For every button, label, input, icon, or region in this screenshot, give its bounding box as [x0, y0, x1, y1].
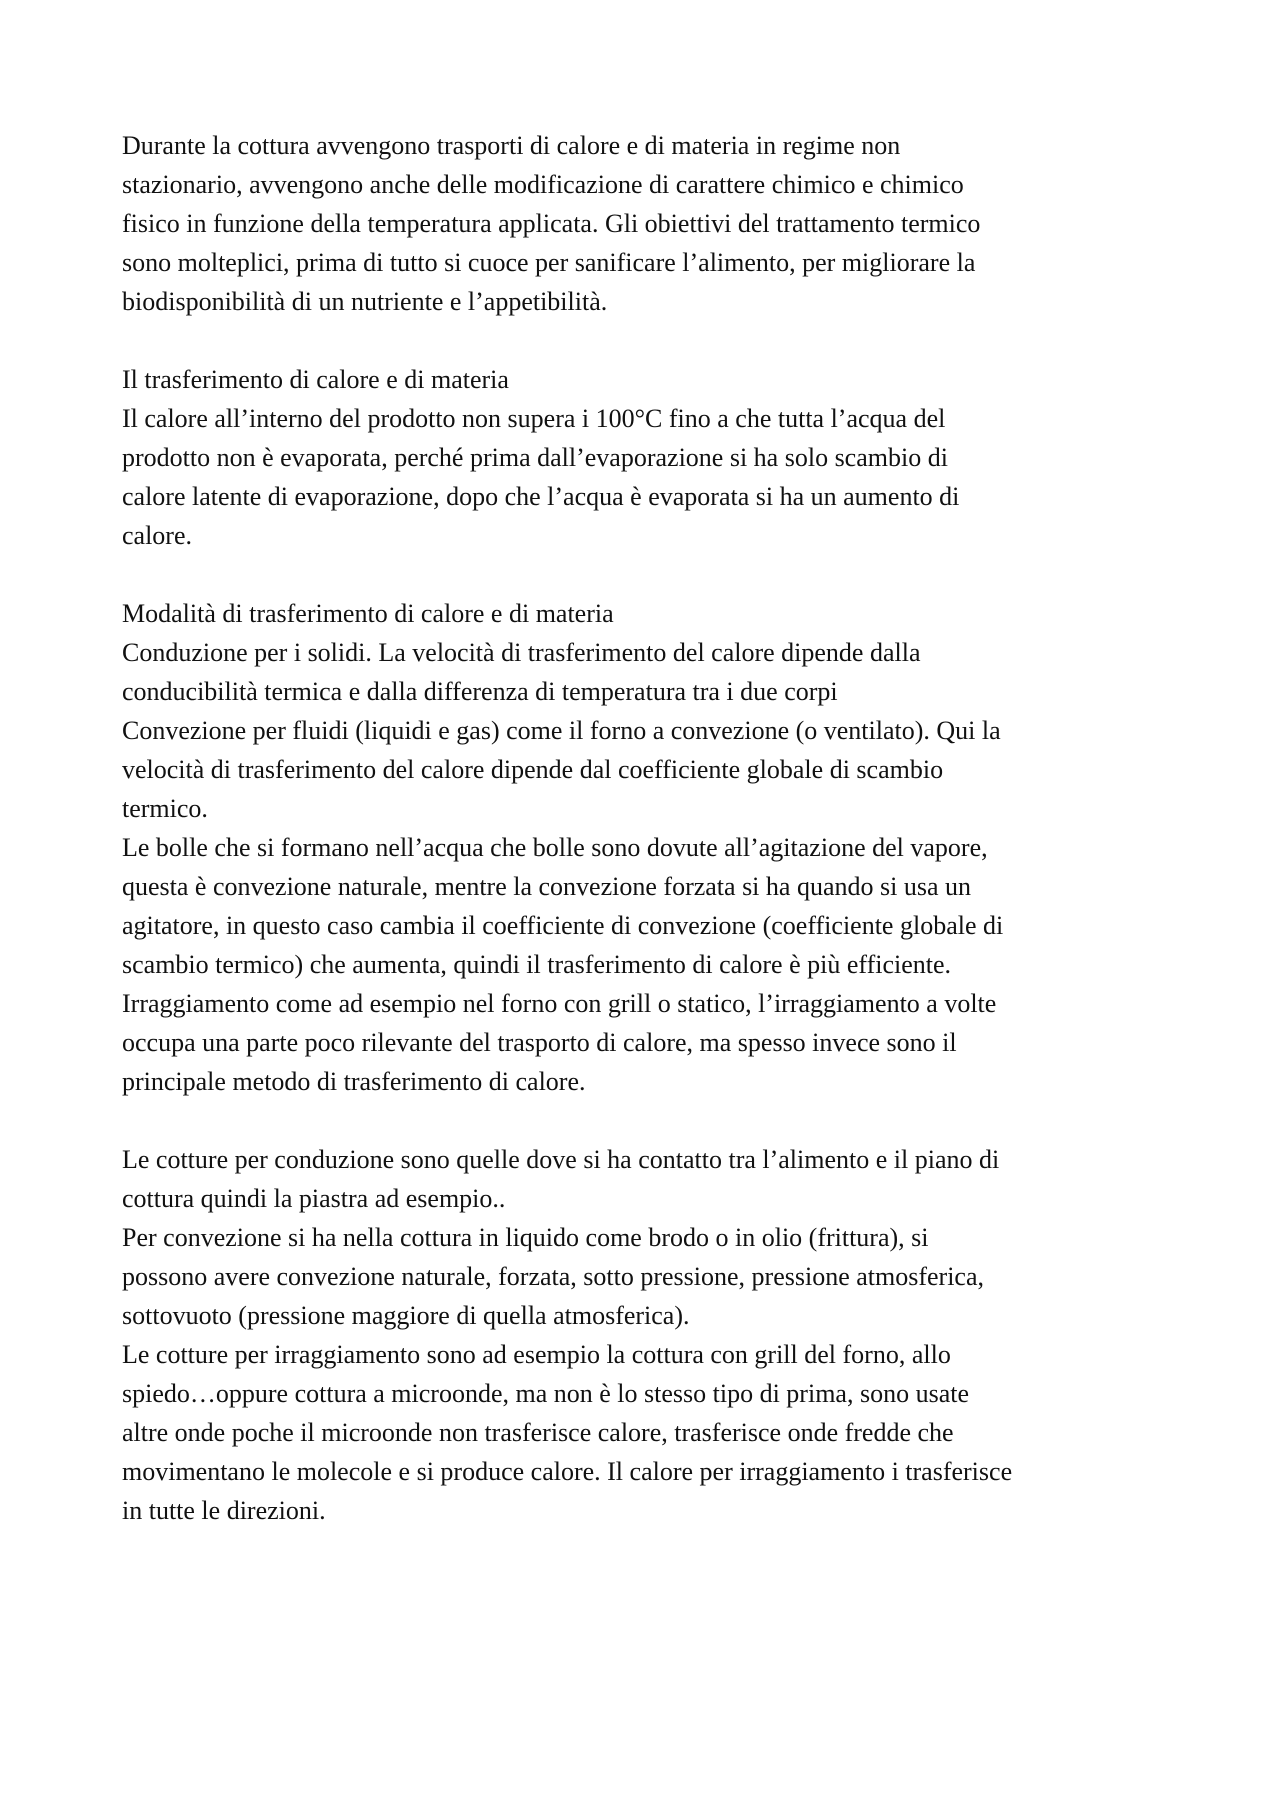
text-line: altre onde poche il microonde non trasferisce calore, trasferisce onde fredde che — [122, 1418, 954, 1447]
text-line: Le bolle che si formano nell’acqua che bolle sono dovute all’agitazione del vapore, — [122, 833, 988, 862]
paragraph-transfer-modes — [122, 594, 1182, 1101]
text-line: velocità di trasferimento del calore dipende dal coefficiente globale di scambio — [122, 755, 944, 784]
text-line: possono avere convezione naturale, forzata, sotto pressione, pressione atmosferica, — [122, 1262, 985, 1291]
text-line: sottovuoto (pressione maggiore di quella atmosferica). — [122, 1301, 690, 1330]
paragraph-gap — [122, 321, 1182, 360]
text-line: termico. — [122, 794, 208, 823]
text-line: spiedo…oppure cottura a microonde, ma non è lo stesso tipo di prima, sono usate — [122, 1379, 969, 1408]
text-line: Convezione per fluidi (liquidi e gas) come il forno a convezione (o ventilato). Qui la — [122, 716, 1001, 745]
text-line: movimentano le molecole e si produce calore. Il calore per irraggiamento i trasferisce — [122, 1457, 1013, 1486]
text-line: agitatore, in questo caso cambia il coefficiente di convezione (coefficiente globale di — [122, 911, 1004, 940]
text-line: stazionario, avvengono anche delle modificazione di carattere chimico e chimico — [122, 170, 964, 199]
text-line: Irraggiamento come ad esempio nel forno con grill o statico, l’irraggiamento a volte — [122, 989, 997, 1018]
paragraph-intro — [122, 126, 1182, 321]
text-line: Durante la cottura avvengono trasporti di calore e di materia in regime non — [122, 131, 901, 160]
document-page — [122, 126, 1182, 1530]
text-line: Conduzione per i solidi. La velocità di trasferimento del calore dipende dalla — [122, 638, 921, 667]
section-heading: Modalità di trasferimento di calore e di materia — [122, 599, 614, 628]
paragraph-heat-transfer — [122, 360, 1182, 555]
text-line: sono molteplici, prima di tutto si cuoce per sanificare l’alimento, per migliorare la — [122, 248, 976, 277]
text-line: calore latente di evaporazione, dopo che l’acqua è evaporata si ha un aumento di — [122, 482, 960, 511]
text-line: in tutte le direzioni. — [122, 1496, 326, 1525]
section-heading: Il trasferimento di calore e di materia — [122, 365, 509, 394]
text-line: conducibilità termica e dalla differenza di temperatura tra i due corpi — [122, 677, 838, 706]
text-line: cottura quindi la piastra ad esempio.. — [122, 1184, 506, 1213]
text-line: biodisponibilità di un nutriente e l’appetibilità. — [122, 287, 608, 316]
paragraph-gap — [122, 555, 1182, 594]
paragraph-gap — [122, 1101, 1182, 1140]
text-line: questa è convezione naturale, mentre la convezione forzata si ha quando si usa un — [122, 872, 971, 901]
text-line: principale metodo di trasferimento di calore. — [122, 1067, 586, 1096]
text-line: fisico in funzione della temperatura applicata. Gli obiettivi del trattamento termico — [122, 209, 981, 238]
text-line: occupa una parte poco rilevante del trasporto di calore, ma spesso invece sono il — [122, 1028, 957, 1057]
text-line: calore. — [122, 521, 193, 550]
text-line: scambio termico) che aumenta, quindi il trasferimento di calore è più efficiente. — [122, 950, 952, 979]
text-line: prodotto non è evaporata, perché prima dall’evaporazione si ha solo scambio di — [122, 443, 948, 472]
text-line: Il calore all’interno del prodotto non supera i 100°C fino a che tutta l’acqua del — [122, 404, 946, 433]
text-line: Le cotture per irraggiamento sono ad esempio la cottura con grill del forno, allo — [122, 1340, 951, 1369]
text-line: Le cotture per conduzione sono quelle dove si ha contatto tra l’alimento e il piano di — [122, 1145, 1000, 1174]
paragraph-cooking-methods — [122, 1140, 1182, 1530]
text-line: Per convezione si ha nella cottura in liquido come brodo o in olio (frittura), si — [122, 1223, 929, 1252]
